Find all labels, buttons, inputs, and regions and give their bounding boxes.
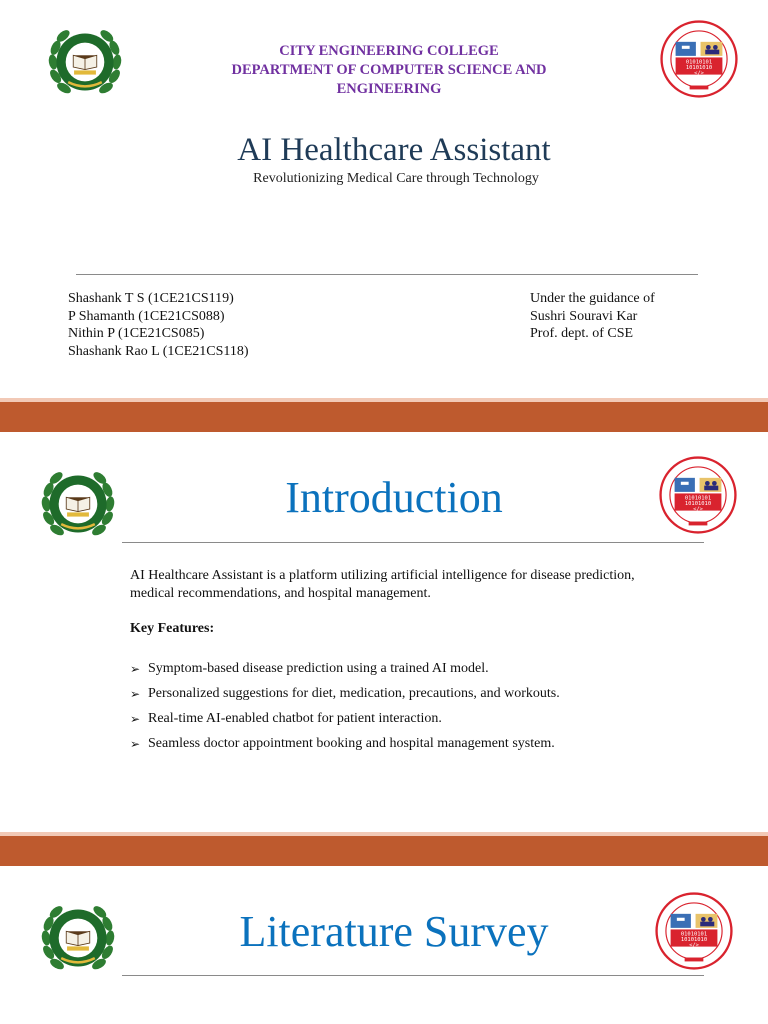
- arrow-bullet-icon: ➢: [130, 712, 141, 726]
- presentation-title: AI Healthcare Assistant: [237, 132, 551, 168]
- feature-item: [130, 661, 560, 677]
- feature-text: Seamless doctor appointment booking and hospital management system.: [148, 736, 555, 751]
- department-line-2: ENGINEERING: [336, 81, 442, 97]
- slide-1: [0, 0, 768, 400]
- feature-item: [130, 686, 560, 702]
- slide-2: [0, 432, 768, 832]
- intro-line: medical recommendations, and hospital management.: [130, 585, 431, 601]
- presentation-subtitle: Revolutionizing Medical Care through Technology: [253, 171, 539, 186]
- divider: [122, 975, 704, 976]
- feature-item: [130, 711, 560, 727]
- department-line-1: DEPARTMENT OF COMPUTER SCIENCE AND: [231, 62, 547, 78]
- guide-line: Sushri Souravi Kar: [530, 308, 638, 324]
- feature-text: Symptom-based disease prediction using a trained AI model.: [148, 661, 489, 676]
- divider: [76, 274, 698, 275]
- student-name: Nithin P (1CE21CS085): [68, 326, 205, 341]
- guide-line: Under the guidance of: [530, 291, 655, 306]
- slide-separator-band: [0, 836, 768, 866]
- guide-line: Prof. dept. of CSE: [530, 326, 634, 341]
- student-name: Shashank Rao L (1CE21CS118): [68, 343, 249, 359]
- guide-block: [530, 290, 655, 343]
- student-list: [68, 290, 249, 360]
- features-heading: Key Features:: [130, 621, 215, 636]
- slide-separator-band: [0, 402, 768, 432]
- slide-title: Introduction: [285, 473, 503, 522]
- slide-title: Literature Survey: [239, 907, 549, 956]
- intro-line: AI Healthcare Assistant is a platform utilizing artificial intelligence for disease prediction,: [130, 568, 635, 583]
- college-name: CITY ENGINEERING COLLEGE: [279, 43, 499, 59]
- feature-text: Real-time AI-enabled chatbot for patient interaction.: [148, 711, 442, 726]
- student-name: P Shamanth (1CE21CS088): [68, 308, 225, 324]
- divider: [122, 542, 704, 543]
- college-header: [0, 42, 768, 99]
- features-list: [130, 661, 560, 752]
- arrow-bullet-icon: ➢: [130, 737, 141, 751]
- feature-item: [130, 736, 560, 752]
- arrow-bullet-icon: ➢: [130, 687, 141, 701]
- feature-text: Personalized suggestions for diet, medication, precautions, and workouts.: [148, 686, 560, 701]
- arrow-bullet-icon: ➢: [130, 662, 141, 676]
- student-name: Shashank T S (1CE21CS119): [68, 291, 234, 306]
- intro-paragraph: [130, 567, 635, 602]
- slide-3: [0, 866, 768, 1024]
